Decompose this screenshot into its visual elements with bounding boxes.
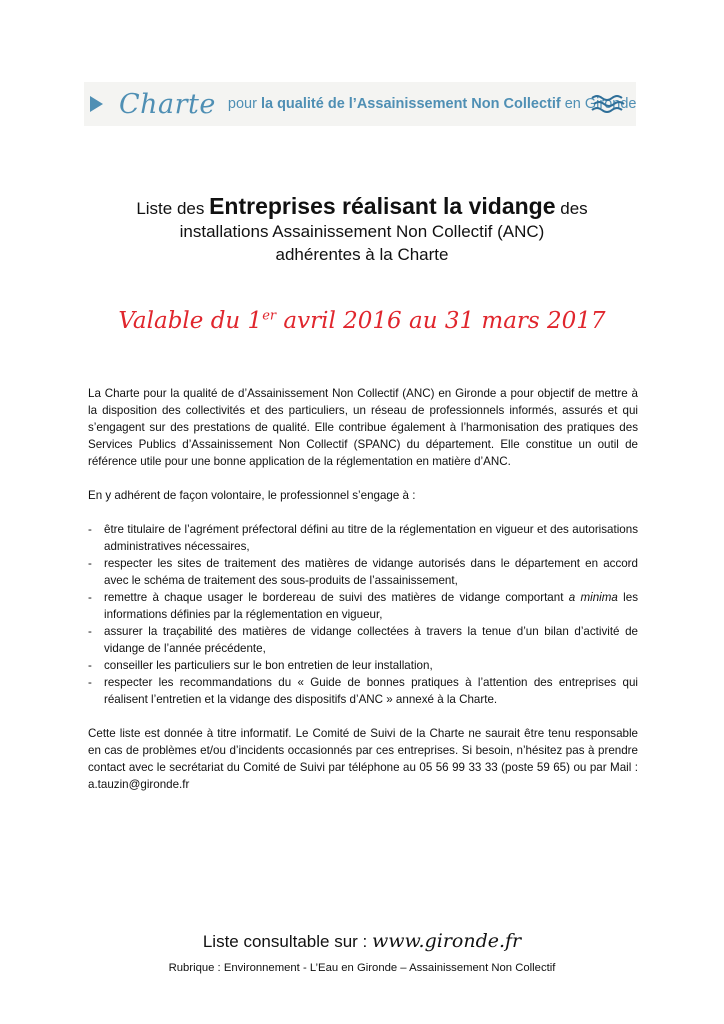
title-line-2: installations Assainissement Non Collectif (ANC) [179,222,545,241]
play-arrow-icon [90,96,103,112]
closing-paragraph: Cette liste est donnée à titre informatif. Le Comité de Suivi de la Charte ne saurait être tenu responsable en cas de problèmes et/ou d’incidents occasionnés par ces entreprises. Si besoin, n’hésitez pas à prendre contact avec le secrétariat du Comité de Suivi par téléphone au 05 56 99 33 33 (poste 59 65) ou par Mail : a.tauzin@gironde.fr [88,727,638,791]
rubrique-line: Rubrique : Environnement - L’Eau en Gironde – Assainissement Non Collectif [168,962,556,974]
validity-period: Valable du 1er avril 2016 au 31 mars 2017 [118,308,606,334]
charte-tagline: pour la qualité de l’Assainissement Non Collectif en Gironde [227,96,637,112]
list-item: - assurer la traçabilité des matières de vidange collectées à travers la tenue d’un bilan d’activité de vidange de l’année précédente, [88,625,638,655]
charte-wordmark: Charte [119,88,216,120]
list-item: - respecter les recommandations du « Guide de bonnes pratiques à l’attention des entreprises qui réalisent l’entretien et la vidange des dispositifs d’ANC » annexé à la Charte. [88,676,638,706]
title-line-1: Liste des Entreprises réalisant la vidange des [136,193,588,219]
list-item: - être titulaire de l’agrément préfectoral défini au titre de la réglementation en vigueur et des autorisations administratives nécessaires, [88,523,638,553]
consult-line: Liste consultable sur : www.gironde.fr [202,930,522,952]
engagement-list [88,521,638,708]
engagement-intro: En y adhérent de façon volontaire, le professionnel s’engage à : [88,489,416,502]
body-content [88,385,638,793]
intro-paragraph: La Charte pour la qualité de d’Assainissement Non Collectif (ANC) en Gironde a pour objectif de mettre à la disposition des collectivités et des particuliers, un réseau de professionnels informés, assurés et qui s’engagent sur des prestations de qualité. Elle contribue également à l’harmonisation des pratiques des Services Publics d’Assainissement Non Collectif (SPANC) du département. Elle constitue un outil de référence utile pour une bonne application de la réglementation en matière d’ANC. [88,387,638,468]
list-item: - conseiller les particuliers sur le bon entretien de leur installation, [88,659,433,672]
gironde-link[interactable]: www.gironde.fr [372,930,522,952]
title-line-3: adhérentes à la Charte [275,245,449,264]
charte-header-banner [84,82,636,126]
list-item: - remettre à chaque usager le bordereau de suivi des matières de vidange comportant a minima les informations définies par la réglementation en vigueur, [88,591,638,621]
document-title [0,195,724,266]
list-item: - respecter les sites de traitement des matières de vidange autorisés dans le département en accord avec le schéma de traitement des sous-produits de l’assainissement, [88,557,638,587]
waves-logo-icon [590,92,630,116]
